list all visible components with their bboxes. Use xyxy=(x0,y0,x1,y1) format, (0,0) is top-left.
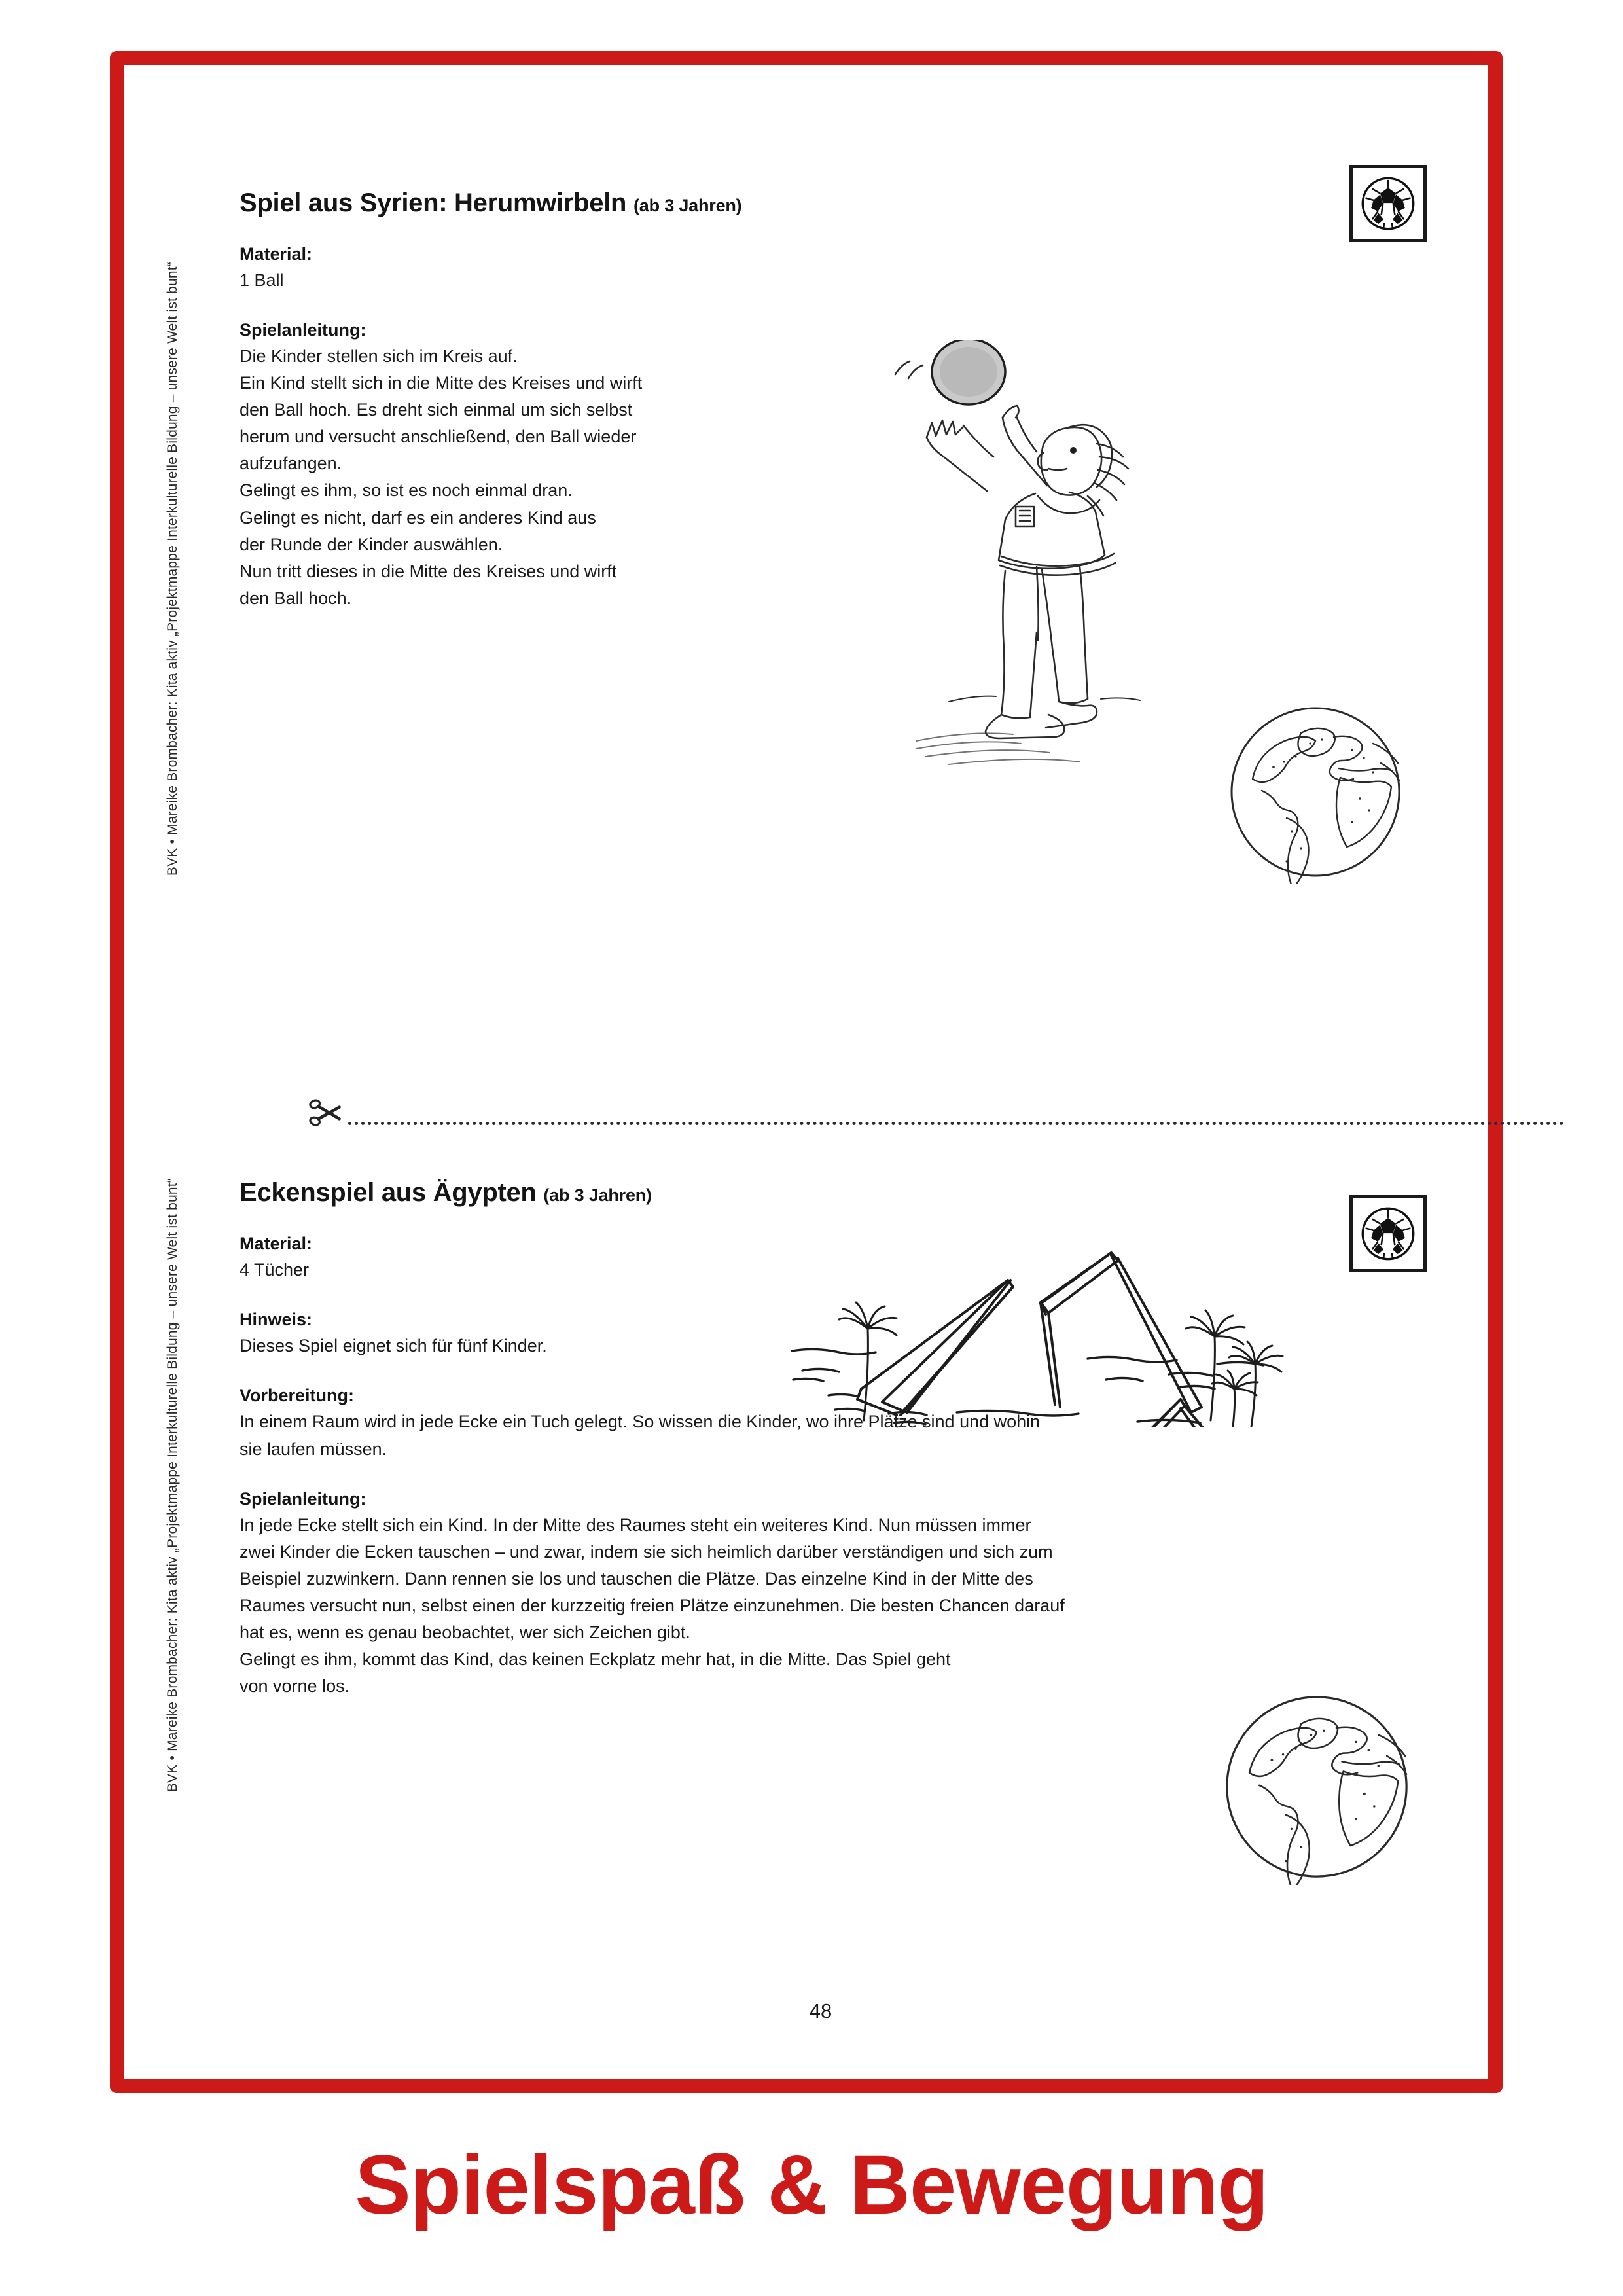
section2-hint-label: Hinweis: xyxy=(240,1310,313,1330)
vertical-credit-top: BVK • Mareike Brombacher: Kita aktiv „Projektmappe Interkulturelle Bildung – unsere Welt ist bunt“ xyxy=(165,262,180,876)
cut-dotted-line xyxy=(348,1122,1564,1125)
page-sheet xyxy=(124,65,1488,2079)
section2-preparation-line: sie laufen müssen. xyxy=(240,1439,387,1459)
section1-instructions-line: den Ball hoch. Es dreht sich einmal um sich selbst xyxy=(240,400,633,420)
cut-line-divider xyxy=(308,1105,1564,1131)
section2-instructions-line: Raumes versucht nun, selbst einen der kurzzeitig freien Plätze einzunehmen. Die besten Chancen darauf xyxy=(240,1595,1065,1615)
pyramids-palms-illustration xyxy=(785,1224,1309,1427)
section2-instructions-line: In jede Ecke stellt sich ein Kind. In der Mitte des Raumes steht ein weiteres Kind. Nun müssen immer xyxy=(240,1515,1031,1535)
section2-instructions-line: von vorne los. xyxy=(240,1676,350,1696)
section1-instructions-line: Gelingt es nicht, darf es ein anderes Kind aus xyxy=(240,507,596,528)
section2-title: Eckenspiel aus Ägypten xyxy=(240,1178,537,1207)
section1-age-note: (ab 3 Jahren) xyxy=(633,196,742,215)
globe-illustration-section1 xyxy=(1224,700,1407,884)
section2-title-row xyxy=(240,1178,1437,1208)
soccer-ball-icon xyxy=(1360,175,1416,232)
section1-instructions-label: Spielanleitung: xyxy=(240,320,366,340)
section1-instructions-line: herum und versucht anschließend, den Ball wieder xyxy=(240,427,637,447)
page-border-frame xyxy=(110,51,1503,2093)
section1-material-label: Material: xyxy=(240,244,313,264)
section1-title: Spiel aus Syrien: Herumwirbeln xyxy=(240,188,627,217)
section1-instructions-line: Ein Kind stellt sich in die Mitte des Kreises und wirft xyxy=(240,373,643,393)
section2-instructions-line: Gelingt es ihm, kommt das Kind, das keinen Eckplatz mehr hat, in die Mitte. Das Spiel geht xyxy=(240,1649,951,1669)
section2-age-note: (ab 3 Jahren) xyxy=(543,1185,652,1205)
section1-instructions-line: Nun tritt dieses in die Mitte des Kreises und wirft xyxy=(240,561,617,581)
section1-material-value: 1 Ball xyxy=(240,270,284,291)
section2-instructions-line: Beispiel zuzwinkern. Dann rennen sie los und tauschen die Plätze. Das einzelne Kind in der Mitte des xyxy=(240,1568,1033,1588)
section1-instructions-line: Gelingt es ihm, so ist es noch einmal dran. xyxy=(240,480,573,501)
section2-material-value: 4 Tücher xyxy=(240,1260,310,1280)
bottom-banner-title: Spielspaß & Bewegung xyxy=(355,2138,1268,2232)
globe-illustration-section2 xyxy=(1219,1689,1415,1885)
section2-material-label: Material: xyxy=(240,1234,313,1253)
section1-instructions-line: Die Kinder stellen sich im Kreis auf. xyxy=(240,346,518,367)
girl-throwing-ball-illustration xyxy=(870,340,1152,772)
vertical-credit-bottom: BVK • Mareike Brombacher: Kita aktiv „Projektmappe Interkulturelle Bildung – unsere Welt ist bunt“ xyxy=(165,1178,180,1793)
scissors-icon xyxy=(308,1094,344,1131)
section2-hint-value: Dieses Spiel eignet sich für fünf Kinder. xyxy=(240,1336,547,1356)
section2-instructions-label: Spielanleitung: xyxy=(240,1488,366,1509)
section1-title-row xyxy=(240,188,1090,218)
section2-instructions-line: zwei Kinder die Ecken tauschen – und zwar, indem sie sich heimlich darüber verständigen und sich zum xyxy=(240,1541,1053,1562)
section2-instructions-line: hat es, wenn es genau beobachtet, wer sich Zeichen gibt. xyxy=(240,1622,690,1642)
section1-instructions-line: den Ball hoch. xyxy=(240,588,352,608)
section1-instructions-line: aufzufangen. xyxy=(240,454,342,474)
section2-preparation-line: In einem Raum wird in jede Ecke ein Tuch gelegt. So wissen die Kinder, wo ihre Plätze sind und wohin xyxy=(240,1412,1041,1432)
section2-preparation-label: Vorbereitung: xyxy=(240,1386,354,1406)
page-number: 48 xyxy=(809,2000,832,2022)
section1-instructions-line: der Runde der Kinder auswählen. xyxy=(240,534,503,554)
soccer-ball-badge-section1 xyxy=(1349,165,1427,242)
